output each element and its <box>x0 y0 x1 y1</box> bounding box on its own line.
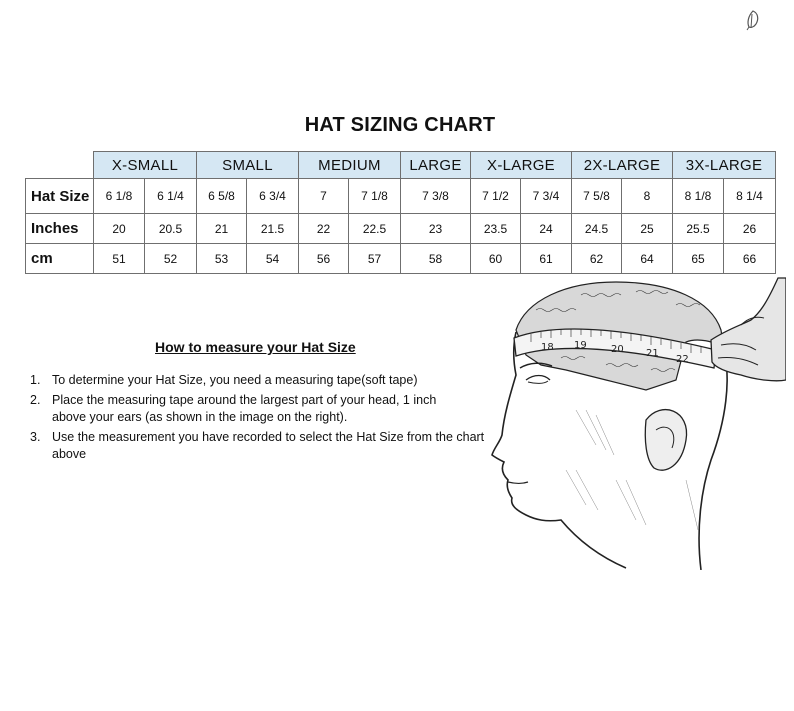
table-cell: 7 1/2 <box>471 179 521 214</box>
table-cell: 26 <box>724 214 776 244</box>
table-cell: 7 3/8 <box>401 179 471 214</box>
table-cell: 66 <box>724 244 776 274</box>
instruction-step <box>30 429 500 464</box>
tape-mark: 20 <box>611 344 624 355</box>
table-cell: 20 <box>94 214 145 244</box>
table-cell: 8 <box>622 179 673 214</box>
row-label: Inches <box>26 214 94 244</box>
size-group-large: LARGE <box>401 152 471 179</box>
table-cell: 22.5 <box>349 214 401 244</box>
instruction-step <box>30 372 500 390</box>
table-cell: 51 <box>94 244 145 274</box>
size-group-xsmall: X-SMALL <box>94 152 197 179</box>
table-cell: 56 <box>299 244 349 274</box>
table-cell: 52 <box>145 244 197 274</box>
leaf-stamp-icon <box>744 9 762 31</box>
table-cell: 7 3/4 <box>521 179 572 214</box>
table-row-hat-size <box>26 179 776 214</box>
table-cell: 65 <box>673 244 724 274</box>
table-cell: 7 <box>299 179 349 214</box>
tape-mark: 18 <box>541 342 554 353</box>
step-number: 1. <box>30 373 41 387</box>
instruction-step <box>30 392 500 427</box>
table-cell: 21.5 <box>247 214 299 244</box>
step-text: Place the measuring tape around the largest part of your head, 1 inch above your ears (as shown in the image on the right). <box>52 392 437 424</box>
tape-mark: 19 <box>574 340 587 351</box>
table-cell: 8 1/8 <box>673 179 724 214</box>
table-cell: 24 <box>521 214 572 244</box>
size-group-2xlarge: 2X-LARGE <box>572 152 673 179</box>
table-cell: 8 1/4 <box>724 179 776 214</box>
header-blank-cell <box>26 152 94 179</box>
table-cell: 23.5 <box>471 214 521 244</box>
tape-mark: 21 <box>646 348 659 359</box>
table-row-cm <box>26 244 776 274</box>
howto-heading: How to measure your Hat Size <box>155 339 356 355</box>
table-cell: 58 <box>401 244 471 274</box>
size-group-header-row <box>26 152 776 179</box>
hat-size-table <box>25 151 776 274</box>
head-measuring-tape-illustration <box>486 270 786 570</box>
row-label: cm <box>26 244 94 274</box>
size-group-xlarge: X-LARGE <box>471 152 572 179</box>
table-cell: 20.5 <box>145 214 197 244</box>
table-cell: 54 <box>247 244 299 274</box>
step-text: Use the measurement you have recorded to select the Hat Size from the chart above <box>52 429 485 461</box>
table-cell: 6 1/8 <box>94 179 145 214</box>
table-cell: 60 <box>471 244 521 274</box>
table-cell: 57 <box>349 244 401 274</box>
size-group-3xlarge: 3X-LARGE <box>673 152 776 179</box>
chart-title: HAT SIZING CHART <box>304 114 496 136</box>
table-row-inches <box>26 214 776 244</box>
table-cell: 61 <box>521 244 572 274</box>
row-label: Hat Size <box>26 179 94 214</box>
table-cell: 6 1/4 <box>145 179 197 214</box>
tape-mark: 22 <box>676 354 689 365</box>
table-cell: 21 <box>197 214 247 244</box>
table-cell: 7 1/8 <box>349 179 401 214</box>
table-cell: 64 <box>622 244 673 274</box>
step-text: To determine your Hat Size, you need a measuring tape(soft tape) <box>52 373 418 387</box>
table-cell: 24.5 <box>572 214 622 244</box>
size-group-medium: MEDIUM <box>299 152 401 179</box>
table-cell: 7 5/8 <box>572 179 622 214</box>
measure-instructions <box>30 372 500 466</box>
table-cell: 25 <box>622 214 673 244</box>
table-cell: 6 5/8 <box>197 179 247 214</box>
size-group-small: SMALL <box>197 152 299 179</box>
table-cell: 62 <box>572 244 622 274</box>
step-number: 3. <box>30 429 41 444</box>
table-cell: 23 <box>401 214 471 244</box>
table-cell: 53 <box>197 244 247 274</box>
step-number: 2. <box>30 392 41 407</box>
table-cell: 22 <box>299 214 349 244</box>
table-cell: 6 3/4 <box>247 179 299 214</box>
table-cell: 25.5 <box>673 214 724 244</box>
